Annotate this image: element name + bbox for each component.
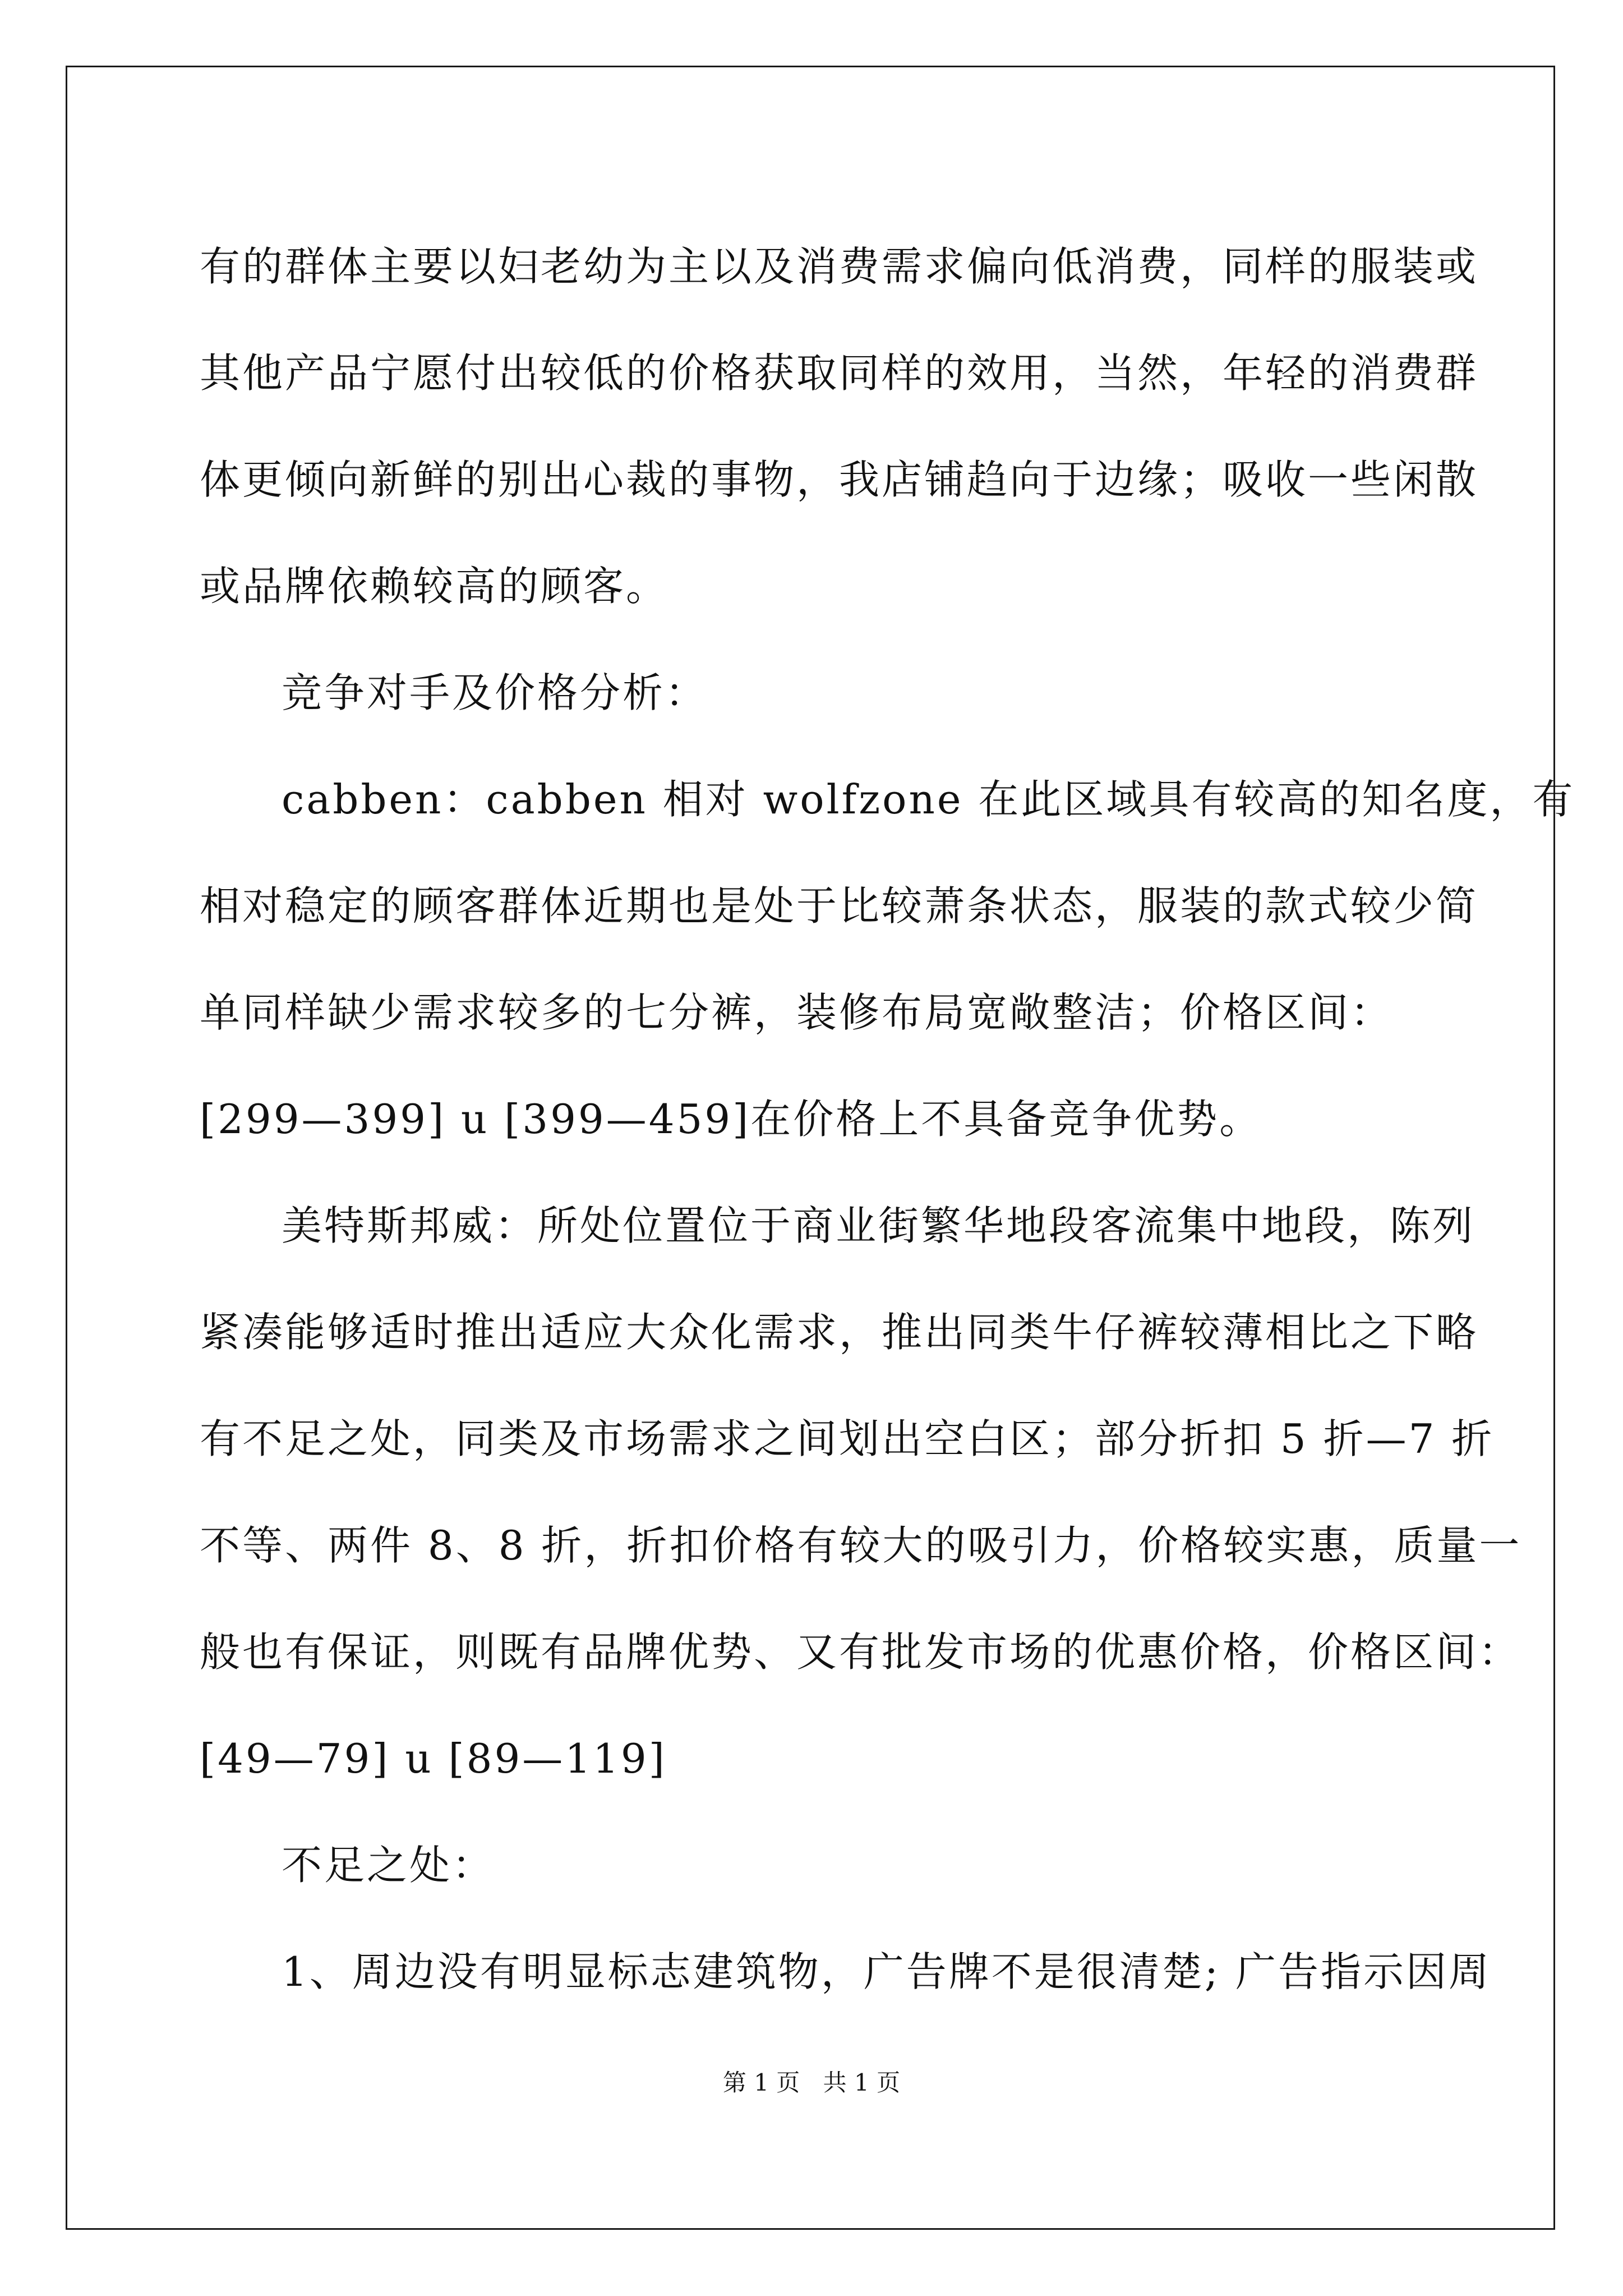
document-body — [200, 213, 1575, 2025]
text-line: [299—399] u [399—459]在价格上不具备竞争优势。 — [200, 1096, 1262, 1143]
text-line: 体更倾向新鲜的别出心裁的事物，我店铺趋向于边缘；吸收一些闲散 — [200, 456, 1479, 503]
text-line: 紧凑能够适时推出适应大众化需求，推出同类牛仔裤较薄相比之下略 — [200, 1309, 1479, 1356]
text-line: 不等、两件 8、8 折，折扣价格有较大的吸引力，价格较实惠，质量一 — [200, 1522, 1522, 1569]
text-line: 有不足之处，同类及市场需求之间划出空白区；部分折扣 5 折—7 折 — [200, 1415, 1495, 1462]
text-line: 单同样缺少需求较多的七分裤，装修布局宽敞整洁；价格区间： — [200, 989, 1394, 1036]
text-line: 有的群体主要以妇老幼为主以及消费需求偏向低消费，同样的服装或 — [200, 243, 1479, 290]
page-number: 第 1 页 — [722, 2069, 800, 2096]
text-line: 1、周边没有明显标志建筑物，广告牌不是很清楚; 广告指示因周 — [282, 1948, 1491, 1995]
page-footer — [0, 2064, 1623, 2098]
text-line: [49—79] u [89—119] — [200, 1735, 667, 1782]
text-line: 般也有保证，则既有品牌优势、又有批发市场的优惠价格，价格区间： — [200, 1628, 1521, 1676]
section-heading: 竞争对手及价格分析： — [282, 669, 708, 716]
text-line: cabben：cabben 相对 wolfzone 在此区域具有较高的知名度，有 — [282, 776, 1575, 823]
text-line: 其他产品宁愿付出较低的价格获取同样的效用，当然，年轻的消费群 — [200, 349, 1479, 397]
text-line: 美特斯邦威：所处位置位于商业街繁华地段客流集中地段，陈列 — [282, 1202, 1476, 1249]
section-heading: 不足之处： — [282, 1842, 495, 1889]
text-line: 相对稳定的顾客群体近期也是处于比较萧条状态，服装的款式较少简 — [200, 882, 1479, 930]
page-total: 共 1 页 — [823, 2069, 901, 2096]
text-line: 或品牌依赖较高的顾客。 — [200, 563, 669, 610]
